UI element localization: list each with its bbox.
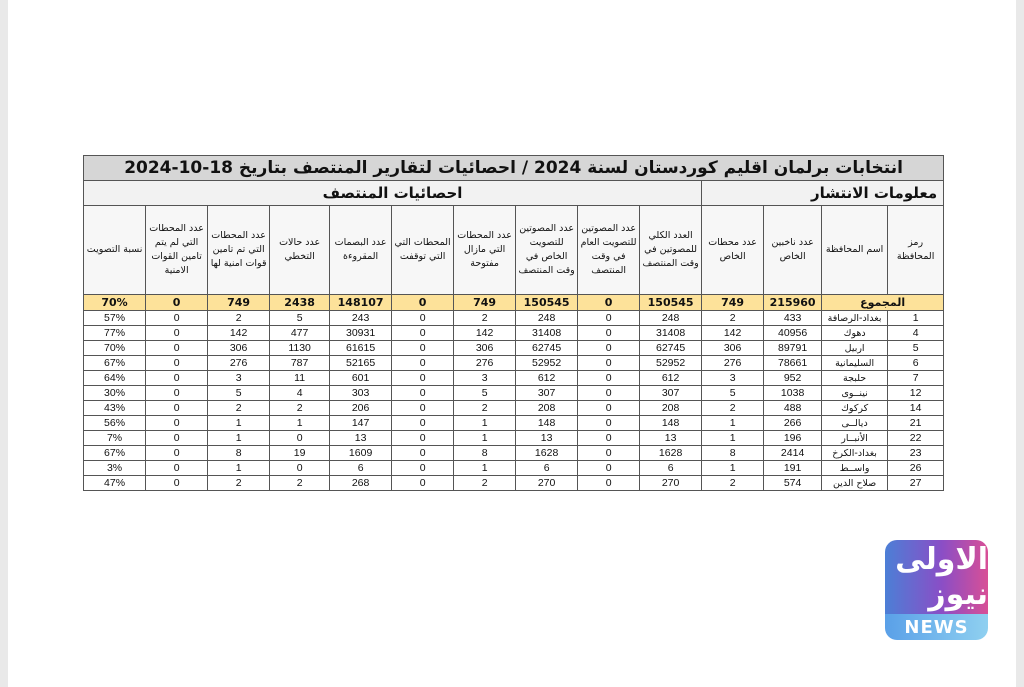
table-row	[84, 326, 944, 341]
table-cell: 0	[578, 416, 640, 431]
table-cell: 1	[454, 431, 516, 446]
table-cell: 6	[640, 461, 702, 476]
table-cell: 57%	[84, 311, 146, 326]
table-cell: 0	[578, 431, 640, 446]
governorate-code: 12	[888, 386, 944, 401]
table-cell: 5	[208, 386, 270, 401]
total-cell: 2438	[270, 295, 330, 311]
table-cell: 13	[330, 431, 392, 446]
table-cell: 30931	[330, 326, 392, 341]
table-row	[84, 446, 944, 461]
table-cell: 2	[454, 401, 516, 416]
governorate-name: الأنبــار	[822, 431, 888, 446]
governorate-name: كركوك	[822, 401, 888, 416]
table-cell: 306	[208, 341, 270, 356]
table-cell: 1628	[640, 446, 702, 461]
table-cell: 19	[270, 446, 330, 461]
table-cell: 47%	[84, 476, 146, 491]
column-header: رمز المحافظة	[888, 206, 944, 295]
table-cell: 488	[764, 401, 822, 416]
governorate-code: 1	[888, 311, 944, 326]
table-cell: 1	[454, 416, 516, 431]
column-header: العدد الكلي للمصوتين في وقت المنتصف	[640, 206, 702, 295]
table-cell: 0	[578, 386, 640, 401]
table-cell: 0	[578, 446, 640, 461]
governorate-code: 14	[888, 401, 944, 416]
table-cell: 0	[146, 431, 208, 446]
column-header: عدد محطات الخاص	[702, 206, 764, 295]
table-cell: 52952	[640, 356, 702, 371]
table-cell: 0	[270, 431, 330, 446]
table-row	[84, 356, 944, 371]
table-cell: 13	[640, 431, 702, 446]
table-row	[84, 461, 944, 476]
frame-right-edge	[1016, 0, 1024, 687]
table-cell: 276	[208, 356, 270, 371]
group-header-distribution: معلومات الانتشار	[702, 181, 944, 206]
table-cell: 208	[516, 401, 578, 416]
governorate-code: 21	[888, 416, 944, 431]
table-cell: 1	[702, 461, 764, 476]
governorate-code: 6	[888, 356, 944, 371]
governorate-name: بغداد-الرصافة	[822, 311, 888, 326]
table-cell: 1	[270, 416, 330, 431]
frame-left-edge	[0, 0, 8, 687]
table-cell: 13	[516, 431, 578, 446]
table-cell: 1	[702, 431, 764, 446]
table-cell: 0	[578, 461, 640, 476]
table-cell: 208	[640, 401, 702, 416]
table-cell: 196	[764, 431, 822, 446]
table-cell: 0	[578, 401, 640, 416]
table-row	[84, 386, 944, 401]
governorate-name: ديالــى	[822, 416, 888, 431]
column-header: المحطات التي التي توقفت	[392, 206, 454, 295]
table-cell: 266	[764, 416, 822, 431]
table-cell: 8	[208, 446, 270, 461]
table-cell: 268	[330, 476, 392, 491]
table-cell: 3	[208, 371, 270, 386]
table-cell: 612	[640, 371, 702, 386]
table-cell: 2	[454, 476, 516, 491]
table-cell: 0	[578, 356, 640, 371]
governorate-name: اربيل	[822, 341, 888, 356]
total-cell: 749	[702, 295, 764, 311]
total-cell: 150545	[516, 295, 578, 311]
total-cell: 749	[208, 295, 270, 311]
table-cell: 0	[578, 326, 640, 341]
table-cell: 147	[330, 416, 392, 431]
governorate-name: صلاح الدين	[822, 476, 888, 491]
table-cell: 1628	[516, 446, 578, 461]
table-cell: 191	[764, 461, 822, 476]
table-cell: 11	[270, 371, 330, 386]
table-cell: 307	[640, 386, 702, 401]
governorate-code: 4	[888, 326, 944, 341]
table-cell: 2414	[764, 446, 822, 461]
logo-news-block	[885, 614, 988, 640]
table-cell: 56%	[84, 416, 146, 431]
column-header: عدد المحطات التي لم يتم تامين القوات الامنية	[146, 206, 208, 295]
table-cell: 2	[270, 476, 330, 491]
governorate-code: 23	[888, 446, 944, 461]
table-cell: 1609	[330, 446, 392, 461]
table-cell: 77%	[84, 326, 146, 341]
table-cell: 243	[330, 311, 392, 326]
table-cell: 4	[270, 386, 330, 401]
column-headers	[84, 206, 944, 295]
table-cell: 787	[270, 356, 330, 371]
table-cell: 3%	[84, 461, 146, 476]
table-cell: 0	[392, 401, 454, 416]
table-cell: 0	[392, 461, 454, 476]
table-cell: 2	[208, 401, 270, 416]
table-cell: 52952	[516, 356, 578, 371]
governorate-name: السليمانية	[822, 356, 888, 371]
table-row	[84, 401, 944, 416]
column-header: نسبة التصويت	[84, 206, 146, 295]
governorate-name: نينــوى	[822, 386, 888, 401]
table-cell: 7%	[84, 431, 146, 446]
table-cell: 0	[146, 446, 208, 461]
table-cell: 31408	[640, 326, 702, 341]
table-row	[84, 416, 944, 431]
table-cell: 0	[392, 311, 454, 326]
total-cell: 148107	[330, 295, 392, 311]
table-cell: 2	[208, 311, 270, 326]
table-cell: 306	[454, 341, 516, 356]
table-cell: 5	[454, 386, 516, 401]
logo-arabic-text: الاولى نيوز	[895, 542, 988, 612]
table-cell: 0	[578, 476, 640, 491]
table-cell: 64%	[84, 371, 146, 386]
table-cell: 270	[516, 476, 578, 491]
governorate-name: بغداد-الكرخ	[822, 446, 888, 461]
table-cell: 0	[146, 416, 208, 431]
table-cell: 303	[330, 386, 392, 401]
governorate-name: حلبجة	[822, 371, 888, 386]
table-cell: 0	[146, 476, 208, 491]
governorate-code: 5	[888, 341, 944, 356]
table-cell: 1	[702, 416, 764, 431]
table-cell: 601	[330, 371, 392, 386]
table-cell: 6	[516, 461, 578, 476]
table-cell: 0	[392, 431, 454, 446]
governorate-name: واســط	[822, 461, 888, 476]
table-cell: 40956	[764, 326, 822, 341]
table-cell: 433	[764, 311, 822, 326]
table-cell: 0	[392, 386, 454, 401]
channel-logo	[885, 540, 988, 640]
logo-arabic-block	[885, 540, 988, 614]
total-label: المجموع	[822, 295, 944, 311]
table-cell: 1	[208, 461, 270, 476]
total-cell: 0	[146, 295, 208, 311]
table-cell: 0	[392, 476, 454, 491]
table-cell: 89791	[764, 341, 822, 356]
table-cell: 0	[392, 326, 454, 341]
table-row	[84, 371, 944, 386]
column-header: عدد البصمات المقروءة	[330, 206, 392, 295]
table-cell: 1	[454, 461, 516, 476]
table-cell: 1	[208, 416, 270, 431]
table-cell: 142	[702, 326, 764, 341]
table-cell: 0	[392, 416, 454, 431]
group-header-midday-stats: احصائيات المنتصف	[84, 181, 702, 206]
table-cell: 0	[146, 326, 208, 341]
table-cell: 0	[392, 371, 454, 386]
governorate-name: دهوك	[822, 326, 888, 341]
table-cell: 142	[208, 326, 270, 341]
table-cell: 5	[702, 386, 764, 401]
table-cell: 0	[146, 341, 208, 356]
table-cell: 0	[392, 356, 454, 371]
column-header: عدد حالات التخطي	[270, 206, 330, 295]
table-cell: 5	[270, 311, 330, 326]
table-cell: 142	[454, 326, 516, 341]
total-cell: 0	[392, 295, 454, 311]
table-row	[84, 311, 944, 326]
column-header: عدد المصوتين للتصويت الخاص في وقت المنتصف	[516, 206, 578, 295]
table-cell: 276	[702, 356, 764, 371]
table-cell: 3	[702, 371, 764, 386]
table-cell: 0	[578, 311, 640, 326]
column-header: عدد المحطات التي تم تامين قوات امنية لها	[208, 206, 270, 295]
statistics-table	[83, 155, 944, 491]
table-cell: 0	[578, 341, 640, 356]
table-cell: 1130	[270, 341, 330, 356]
column-header: اسم المحافظة	[822, 206, 888, 295]
table-cell: 148	[640, 416, 702, 431]
table-cell: 62745	[640, 341, 702, 356]
table-cell: 1	[208, 431, 270, 446]
table-cell: 43%	[84, 401, 146, 416]
table-cell: 52165	[330, 356, 392, 371]
governorate-code: 26	[888, 461, 944, 476]
table-cell: 0	[578, 371, 640, 386]
table-cell: 6	[330, 461, 392, 476]
table-cell: 0	[146, 386, 208, 401]
total-cell: 150545	[640, 295, 702, 311]
table-cell: 8	[702, 446, 764, 461]
table-row	[84, 431, 944, 446]
table-cell: 30%	[84, 386, 146, 401]
governorate-code: 7	[888, 371, 944, 386]
table-cell: 612	[516, 371, 578, 386]
total-cell: 70%	[84, 295, 146, 311]
table-cell: 306	[702, 341, 764, 356]
table-cell: 276	[454, 356, 516, 371]
column-header: عدد المحطات التي مازال مفتوحة	[454, 206, 516, 295]
table-cell: 2	[270, 401, 330, 416]
table-cell: 477	[270, 326, 330, 341]
table-cell: 31408	[516, 326, 578, 341]
total-row	[84, 295, 944, 311]
table-cell: 2	[702, 401, 764, 416]
table-cell: 0	[146, 356, 208, 371]
table-cell: 67%	[84, 446, 146, 461]
table-cell: 67%	[84, 356, 146, 371]
table-title: انتخابات برلمان اقليم كوردستان لسنة 2024 / احصائيات لتقارير المنتصف بتاريخ 18-10-2024	[84, 156, 944, 181]
table-cell: 0	[146, 461, 208, 476]
table-cell: 8	[454, 446, 516, 461]
table-cell: 574	[764, 476, 822, 491]
statistics-document	[83, 155, 943, 491]
governorate-code: 22	[888, 431, 944, 446]
table-cell: 0	[146, 311, 208, 326]
table-body	[84, 295, 944, 491]
table-cell: 0	[270, 461, 330, 476]
table-cell: 2	[702, 311, 764, 326]
table-cell: 248	[640, 311, 702, 326]
table-cell: 62745	[516, 341, 578, 356]
table-cell: 2	[454, 311, 516, 326]
table-cell: 270	[640, 476, 702, 491]
table-cell: 78661	[764, 356, 822, 371]
total-cell: 0	[578, 295, 640, 311]
table-cell: 0	[146, 401, 208, 416]
table-cell: 2	[208, 476, 270, 491]
logo-news-text: NEWS	[904, 616, 969, 638]
table-cell: 3	[454, 371, 516, 386]
table-cell: 70%	[84, 341, 146, 356]
column-header: عدد ناخبين الخاص	[764, 206, 822, 295]
table-row	[84, 341, 944, 356]
table-cell: 0	[146, 371, 208, 386]
table-cell: 952	[764, 371, 822, 386]
table-cell: 1038	[764, 386, 822, 401]
table-cell: 206	[330, 401, 392, 416]
governorate-code: 27	[888, 476, 944, 491]
column-header: عدد المصوتين للتصويت العام في وقت المنتصف	[578, 206, 640, 295]
total-cell: 749	[454, 295, 516, 311]
table-cell: 307	[516, 386, 578, 401]
total-cell: 215960	[764, 295, 822, 311]
table-cell: 248	[516, 311, 578, 326]
table-cell: 61615	[330, 341, 392, 356]
table-cell: 148	[516, 416, 578, 431]
table-cell: 0	[392, 446, 454, 461]
table-row	[84, 476, 944, 491]
table-cell: 0	[392, 341, 454, 356]
table-cell: 2	[702, 476, 764, 491]
